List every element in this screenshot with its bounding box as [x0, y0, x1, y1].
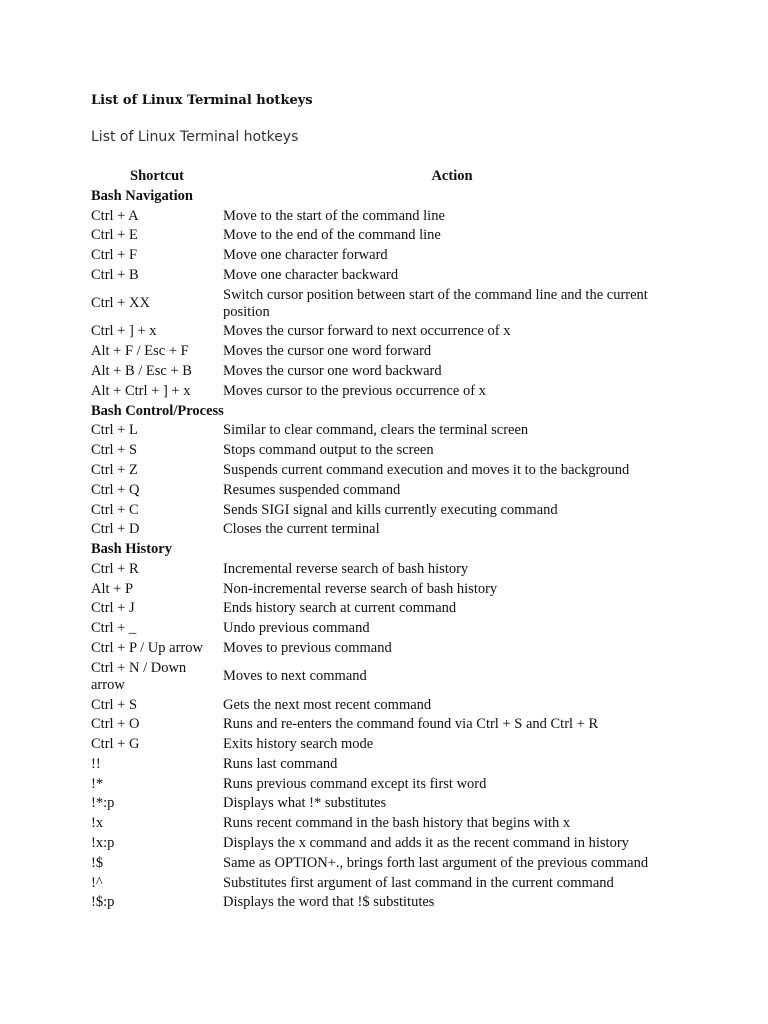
shortcut-cell: Alt + B / Esc + B [91, 363, 192, 380]
action-cell: Moves to previous command [223, 639, 392, 656]
shortcut-cell: !x:p [91, 835, 115, 851]
table-row [91, 754, 681, 774]
table-row [91, 381, 681, 401]
table-row [91, 520, 681, 540]
table-row [91, 774, 681, 794]
action-cell: Runs previous command except its first word [223, 775, 487, 792]
table-row [91, 500, 681, 520]
table-row [91, 715, 681, 735]
action-cell: Moves the cursor one word backward [223, 363, 442, 380]
section-heading-row [91, 401, 681, 421]
shortcut-cell: Ctrl + S [91, 696, 138, 713]
action-cell: Runs and re-enters the command found via Ctrl + S and Ctrl + R [223, 716, 599, 733]
table-row [91, 794, 681, 814]
table-row [91, 246, 681, 266]
shortcut-cell: Ctrl + F [91, 247, 138, 264]
table-row [91, 342, 681, 362]
action-cell: Incremental reverse search of bash history [223, 560, 469, 577]
action-cell: Displays the word that !$ substitutes [223, 894, 435, 911]
action-cell: Moves the cursor forward to next occurrence of x [223, 323, 511, 340]
action-cell: Substitutes first argument of last command in the current command [223, 874, 614, 891]
shortcut-cell: Alt + Ctrl + ] + x [91, 382, 191, 399]
shortcut-cell: !x [91, 815, 104, 832]
document-title: List of Linux Terminal hotkeys [91, 93, 313, 108]
table-header-row [91, 167, 681, 186]
shortcut-cell: Ctrl + E [91, 227, 138, 244]
table-row [91, 559, 681, 579]
section-heading-row [91, 540, 681, 560]
action-cell: Moves cursor to the previous occurrence of x [223, 382, 486, 399]
action-cell: Move to the start of the command line [223, 207, 445, 224]
hotkeys-table-body [91, 186, 681, 912]
shortcut-cell: Ctrl + XX [91, 295, 150, 312]
action-cell: Exits history search mode [223, 736, 374, 753]
document-subtitle: List of Linux Terminal hotkeys [91, 129, 299, 145]
column-header-shortcut: Shortcut [130, 168, 184, 185]
table-row [91, 206, 681, 226]
shortcut-cell: Ctrl + J [91, 600, 135, 617]
table-row [91, 658, 681, 695]
table-row [91, 639, 681, 659]
action-cell: Stops command output to the screen [223, 442, 434, 459]
action-cell: Non-incremental reverse search of bash history [223, 580, 498, 597]
shortcut-cell: Ctrl + G [91, 736, 140, 753]
shortcut-cell: Ctrl + O [91, 716, 140, 733]
action-cell: Runs recent command in the bash history that begins with x [223, 815, 571, 832]
column-header-action: Action [431, 168, 473, 185]
table-row [91, 480, 681, 500]
action-cell: Similar to clear command, clears the terminal screen [223, 422, 529, 439]
table-row [91, 266, 681, 286]
table-row [91, 619, 681, 639]
action-cell: Move one character backward [223, 266, 399, 283]
action-cell: Switch cursor position between start of the command line and the current position [223, 286, 648, 320]
table-row [91, 599, 681, 619]
section-heading-row [91, 186, 681, 206]
hotkeys-table [91, 167, 681, 913]
shortcut-cell: Ctrl + A [91, 207, 139, 224]
action-cell: Move to the end of the command line [223, 227, 441, 244]
table-row [91, 461, 681, 481]
shortcut-cell: Alt + F / Esc + F [91, 343, 189, 360]
shortcut-cell: !^ [91, 874, 103, 891]
table-row [91, 853, 681, 873]
table-row [91, 421, 681, 441]
action-cell: Gets the next most recent command [223, 696, 432, 713]
action-cell: Displays what !* substitutes [223, 795, 387, 812]
action-cell: Resumes suspended command [223, 481, 401, 498]
shortcut-cell: Ctrl + N / Down arrow [91, 659, 187, 693]
shortcut-cell: !$:p [91, 894, 115, 911]
shortcut-cell: Ctrl + B [91, 266, 139, 283]
action-cell: Move one character forward [223, 247, 388, 264]
shortcut-cell: Ctrl + ] + x [91, 323, 157, 340]
shortcut-cell: Ctrl + Q [91, 481, 140, 498]
shortcut-cell: !$ [91, 854, 104, 871]
section-heading: Bash Control/Process [91, 402, 224, 419]
table-row [91, 579, 681, 599]
action-cell: Moves the cursor one word forward [223, 343, 432, 360]
action-cell: Runs last command [223, 755, 338, 772]
shortcut-cell: Ctrl + _ [91, 620, 137, 637]
action-cell: Suspends current command execution and moves it to the background [223, 461, 630, 478]
shortcut-cell: Ctrl + D [91, 521, 140, 538]
shortcut-cell: !*:p [91, 795, 115, 812]
table-row [91, 814, 681, 834]
action-cell: Displays the x command and adds it as the recent command in history [223, 835, 629, 851]
section-heading: Bash History [91, 541, 172, 558]
table-row [91, 834, 681, 854]
shortcut-cell: Ctrl + L [91, 422, 138, 439]
table-row [91, 873, 681, 893]
table-row [91, 441, 681, 461]
action-cell: Same as OPTION+., brings forth last argument of the previous command [223, 854, 649, 871]
action-cell: Closes the current terminal [223, 521, 380, 538]
shortcut-cell: Ctrl + S [91, 442, 138, 459]
shortcut-cell: Ctrl + R [91, 560, 139, 577]
table-row [91, 322, 681, 342]
action-cell: Ends history search at current command [223, 600, 457, 617]
action-cell: Moves to next command [223, 668, 367, 685]
table-row [91, 362, 681, 382]
table-row [91, 226, 681, 246]
shortcut-cell: !* [91, 775, 104, 792]
shortcut-cell: Ctrl + Z [91, 461, 138, 478]
table-row [91, 735, 681, 755]
shortcut-cell: Ctrl + P / Up arrow [91, 639, 203, 656]
table-row [91, 285, 681, 322]
action-cell: Undo previous command [223, 620, 370, 637]
action-cell: Sends SIGI signal and kills currently executing command [223, 501, 558, 518]
table-row [91, 893, 681, 913]
section-heading: Bash Navigation [91, 187, 193, 204]
shortcut-cell: Ctrl + C [91, 501, 139, 518]
table-row [91, 695, 681, 715]
shortcut-cell: !! [91, 755, 101, 772]
shortcut-cell: Alt + P [91, 580, 134, 597]
